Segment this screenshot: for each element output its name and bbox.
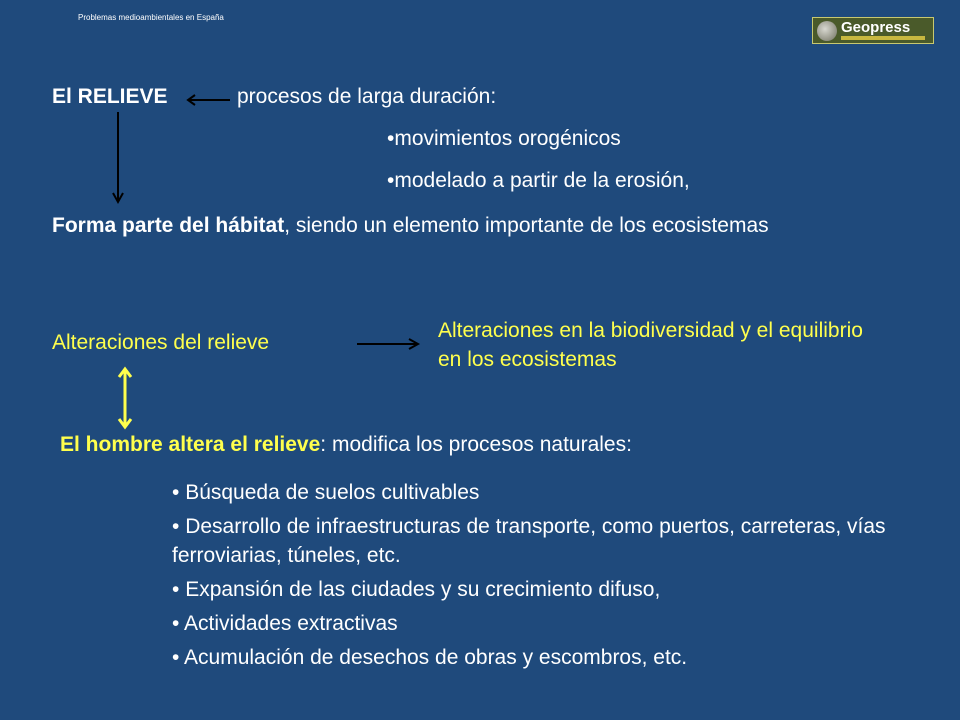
process-bullet-1: •movimientos orogénicos [387, 127, 621, 150]
list-item: • Acumulación de desechos de obras y escombros, etc. [172, 646, 688, 669]
relieve-label: El RELIEVE [52, 85, 168, 108]
actions-list [172, 478, 912, 672]
relieve-processes: procesos de larga duración: [237, 85, 497, 108]
down-arrow-icon [111, 112, 125, 204]
geopress-logo [812, 17, 934, 44]
alteraciones-relieve: Alteraciones del relieve [52, 331, 270, 354]
list-item: • Búsqueda de suelos cultivables [172, 481, 480, 504]
list-item: • Expansión de las ciudades y su crecimiento difuso, [172, 578, 661, 601]
list-item: • Actividades extractivas [172, 612, 398, 635]
process-bullet-2: •modelado a partir de la erosión, [387, 169, 690, 192]
left-arrow-icon [186, 94, 230, 106]
globe-icon [817, 21, 837, 41]
habitat-text: Forma parte del hábitat, siendo un elemento importante de los ecosistemas [52, 214, 769, 237]
double-arrow-icon [118, 368, 132, 430]
logo-name: Geopress [841, 19, 911, 36]
header-caption: Problemas medioambientales en España [78, 13, 224, 22]
alteraciones-biodiversidad: Alteraciones en la biodiversidad y el equilibrio en los ecosistemas [438, 319, 863, 371]
logo-bar [841, 36, 925, 40]
right-arrow-icon [357, 338, 421, 350]
list-item: • Desarrollo de infraestructuras de transporte, como puertos, carreteras, vías ferroviarias, túneles, etc. [172, 515, 886, 567]
hombre-heading: El hombre altera el relieve: modifica los procesos naturales: [60, 433, 632, 456]
